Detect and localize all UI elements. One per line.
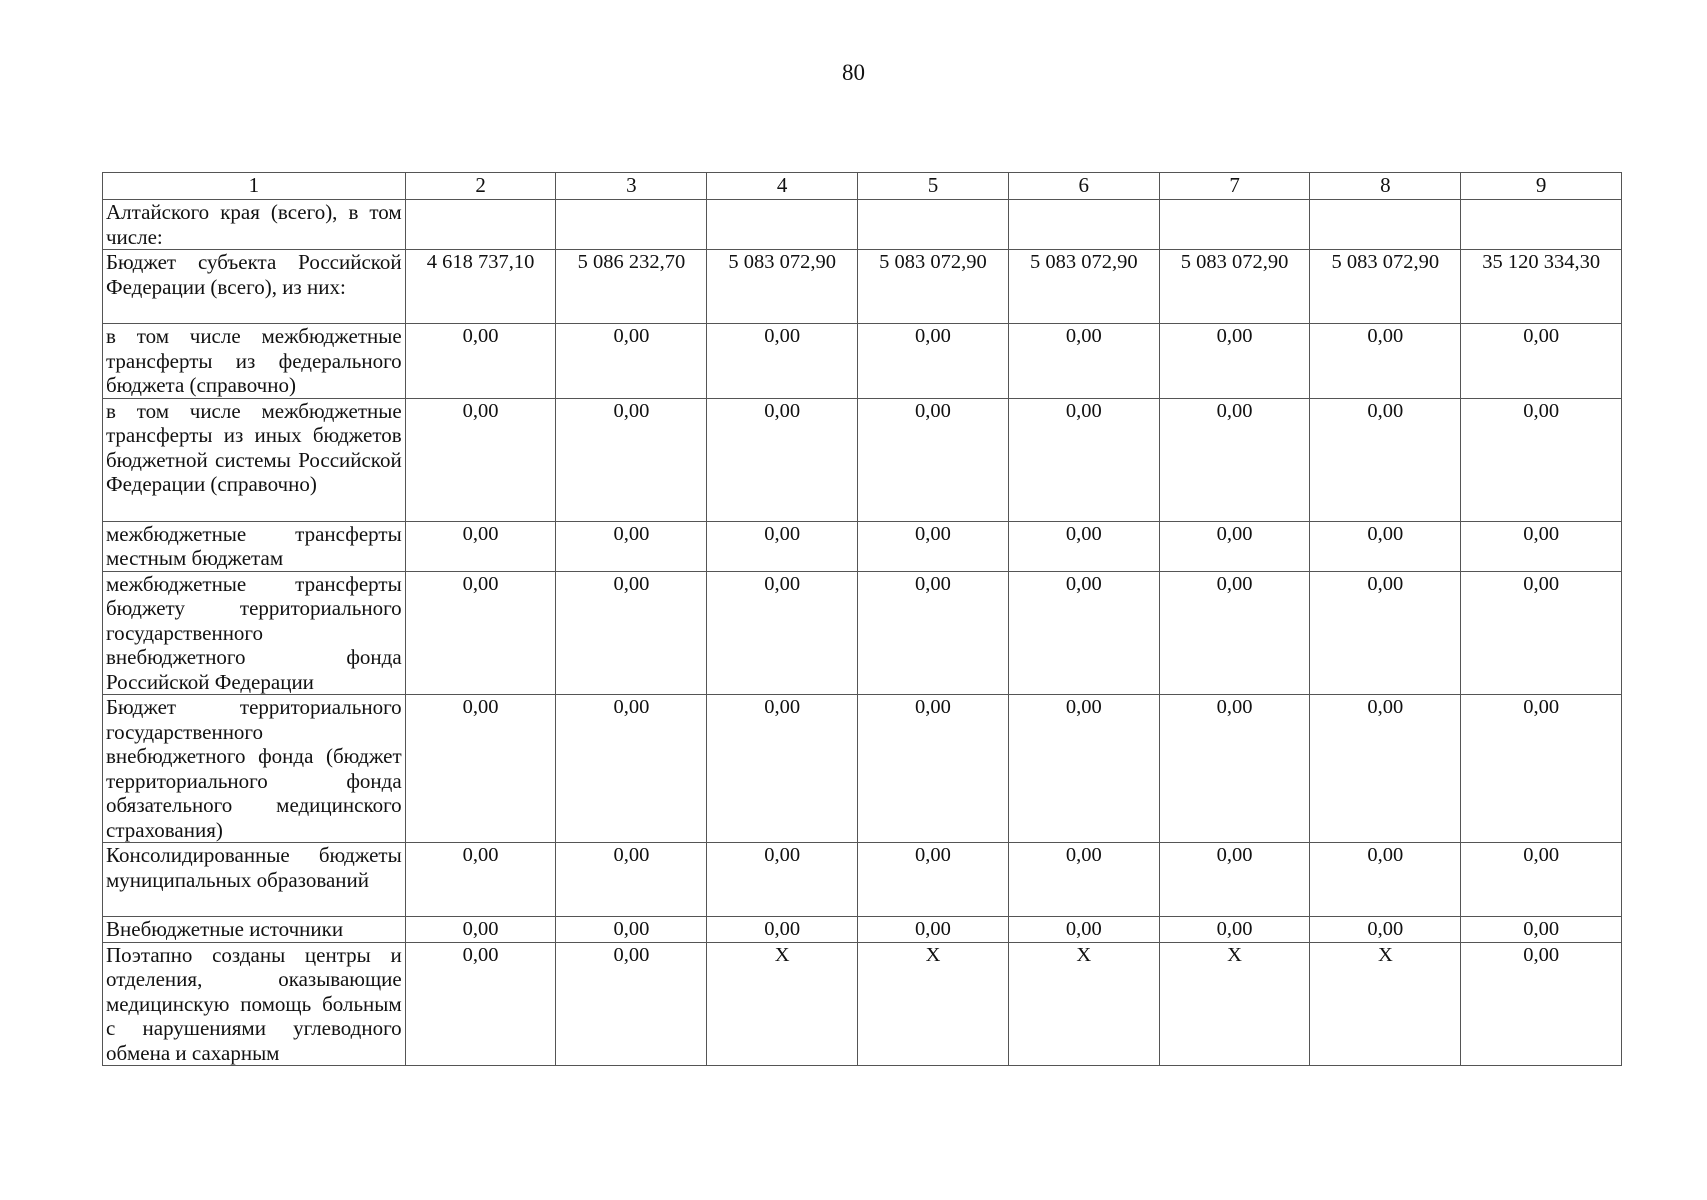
page-number: 80 bbox=[842, 60, 865, 85]
table-cell: 5 083 072,90 bbox=[1008, 250, 1159, 324]
table-cell: 0,00 bbox=[405, 695, 556, 843]
row-label: Бюджет субъекта Российской Федерации (всего), из них: bbox=[103, 250, 406, 324]
row-label: межбюджетные трансферты местным бюджетам bbox=[103, 521, 406, 571]
table-cell: 0,00 bbox=[1159, 571, 1310, 695]
column-header: 3 bbox=[556, 173, 707, 200]
table-cell: 0,00 bbox=[556, 398, 707, 521]
table-cell: 0,00 bbox=[405, 324, 556, 399]
table-cell bbox=[1461, 200, 1622, 250]
table-cell: 0,00 bbox=[1008, 695, 1159, 843]
table-cell: 0,00 bbox=[1159, 843, 1310, 917]
table-cell: 0,00 bbox=[858, 843, 1009, 917]
table-cell: 0,00 bbox=[1310, 521, 1461, 571]
table-cell: 0,00 bbox=[1008, 324, 1159, 399]
table-row bbox=[103, 843, 1622, 917]
table-cell: 0,00 bbox=[556, 571, 707, 695]
table-cell: 0,00 bbox=[556, 324, 707, 399]
row-label: Внебюджетные источники bbox=[103, 917, 406, 943]
row-label: Поэтапно созданы центры и отделения, оказывающие медицинскую помощь больным с нарушениями углеводного обмена и сахарным bbox=[103, 942, 406, 1066]
table-cell: 0,00 bbox=[405, 521, 556, 571]
table-cell bbox=[405, 200, 556, 250]
table-cell: 0,00 bbox=[707, 695, 858, 843]
table-cell: 0,00 bbox=[707, 571, 858, 695]
table-cell: 0,00 bbox=[1461, 843, 1622, 917]
table-cell: 0,00 bbox=[405, 917, 556, 943]
table-cell: 0,00 bbox=[1461, 571, 1622, 695]
table-cell: Х bbox=[1310, 942, 1461, 1066]
row-label: в том числе межбюджетные трансферты из федерального бюджета (справочно) bbox=[103, 324, 406, 399]
table-row bbox=[103, 521, 1622, 571]
table-cell: 0,00 bbox=[405, 843, 556, 917]
table-row bbox=[103, 250, 1622, 324]
row-label: Консолидированные бюджеты муниципальных образований bbox=[103, 843, 406, 917]
row-label: Алтайского края (всего), в том числе: bbox=[103, 200, 406, 250]
table-cell bbox=[1159, 200, 1310, 250]
column-header: 1 bbox=[103, 173, 406, 200]
table-cell bbox=[858, 200, 1009, 250]
column-header: 5 bbox=[858, 173, 1009, 200]
table-cell: 0,00 bbox=[707, 521, 858, 571]
column-header: 4 bbox=[707, 173, 858, 200]
table-cell: 0,00 bbox=[1159, 521, 1310, 571]
table-cell: 0,00 bbox=[1008, 843, 1159, 917]
column-header: 8 bbox=[1310, 173, 1461, 200]
table-cell: 0,00 bbox=[1159, 398, 1310, 521]
table-cell: 35 120 334,30 bbox=[1461, 250, 1622, 324]
column-header: 9 bbox=[1461, 173, 1622, 200]
table-cell: 0,00 bbox=[1159, 324, 1310, 399]
table-cell: 0,00 bbox=[1461, 942, 1622, 1066]
table-cell: 0,00 bbox=[1310, 695, 1461, 843]
table-cell: 0,00 bbox=[707, 324, 858, 399]
table-cell: 0,00 bbox=[1461, 324, 1622, 399]
table-cell: Х bbox=[858, 942, 1009, 1066]
table-cell: 0,00 bbox=[1310, 917, 1461, 943]
table-cell: 0,00 bbox=[858, 398, 1009, 521]
column-header: 2 bbox=[405, 173, 556, 200]
table-cell: 0,00 bbox=[1008, 521, 1159, 571]
table-cell bbox=[556, 200, 707, 250]
row-label: межбюджетные трансферты бюджету территориального государственного внебюджетного фонда Российской Федерации bbox=[103, 571, 406, 695]
table-cell: 0,00 bbox=[707, 398, 858, 521]
table-cell: 0,00 bbox=[556, 843, 707, 917]
table-cell: Х bbox=[707, 942, 858, 1066]
table-row bbox=[103, 398, 1622, 521]
table-cell bbox=[1008, 200, 1159, 250]
table-cell: 0,00 bbox=[405, 398, 556, 521]
table-cell: 0,00 bbox=[1310, 571, 1461, 695]
table-row bbox=[103, 571, 1622, 695]
row-label: Бюджет территориального государственного внебюджетного фонда (бюджет территориального фонда обязательного медицинского страхования) bbox=[103, 695, 406, 843]
table-cell: 5 083 072,90 bbox=[1159, 250, 1310, 324]
table-cell: 0,00 bbox=[405, 942, 556, 1066]
table-cell: 5 086 232,70 bbox=[556, 250, 707, 324]
table-cell: 0,00 bbox=[1310, 398, 1461, 521]
table-cell: 0,00 bbox=[858, 521, 1009, 571]
table-cell: 0,00 bbox=[556, 917, 707, 943]
table-cell: 0,00 bbox=[1008, 398, 1159, 521]
table-cell: 0,00 bbox=[858, 324, 1009, 399]
table-cell: 4 618 737,10 bbox=[405, 250, 556, 324]
budget-table bbox=[102, 172, 1622, 1066]
table-cell: 0,00 bbox=[1461, 398, 1622, 521]
table-cell: 0,00 bbox=[1008, 571, 1159, 695]
table-cell: 0,00 bbox=[1310, 324, 1461, 399]
table-cell: Х bbox=[1008, 942, 1159, 1066]
column-header: 7 bbox=[1159, 173, 1310, 200]
table-cell: 0,00 bbox=[1159, 695, 1310, 843]
table-cell: 0,00 bbox=[707, 917, 858, 943]
table-cell: 0,00 bbox=[858, 695, 1009, 843]
table-row bbox=[103, 695, 1622, 843]
table-cell: 0,00 bbox=[858, 917, 1009, 943]
table-cell: 0,00 bbox=[1008, 917, 1159, 943]
table-cell: 0,00 bbox=[1461, 917, 1622, 943]
table-cell: 5 083 072,90 bbox=[1310, 250, 1461, 324]
table-cell: 0,00 bbox=[1461, 521, 1622, 571]
table-row bbox=[103, 200, 1622, 250]
table-cell: 0,00 bbox=[858, 571, 1009, 695]
table-cell: 0,00 bbox=[1159, 917, 1310, 943]
table-row bbox=[103, 324, 1622, 399]
table-cell bbox=[1310, 200, 1461, 250]
table-cell: Х bbox=[1159, 942, 1310, 1066]
table-row bbox=[103, 917, 1622, 943]
table-cell: 0,00 bbox=[707, 843, 858, 917]
table-cell: 5 083 072,90 bbox=[707, 250, 858, 324]
table-cell: 5 083 072,90 bbox=[858, 250, 1009, 324]
row-label: в том числе межбюджетные трансферты из иных бюджетов бюджетной системы Российской Федерации (справочно) bbox=[103, 398, 406, 521]
table-cell bbox=[707, 200, 858, 250]
table-cell: 0,00 bbox=[1310, 843, 1461, 917]
column-header: 6 bbox=[1008, 173, 1159, 200]
table-cell: 0,00 bbox=[556, 695, 707, 843]
table-cell: 0,00 bbox=[1461, 695, 1622, 843]
table-cell: 0,00 bbox=[556, 521, 707, 571]
table-cell: 0,00 bbox=[405, 571, 556, 695]
table-cell: 0,00 bbox=[556, 942, 707, 1066]
table-header-row bbox=[103, 173, 1622, 200]
table-row bbox=[103, 942, 1622, 1066]
